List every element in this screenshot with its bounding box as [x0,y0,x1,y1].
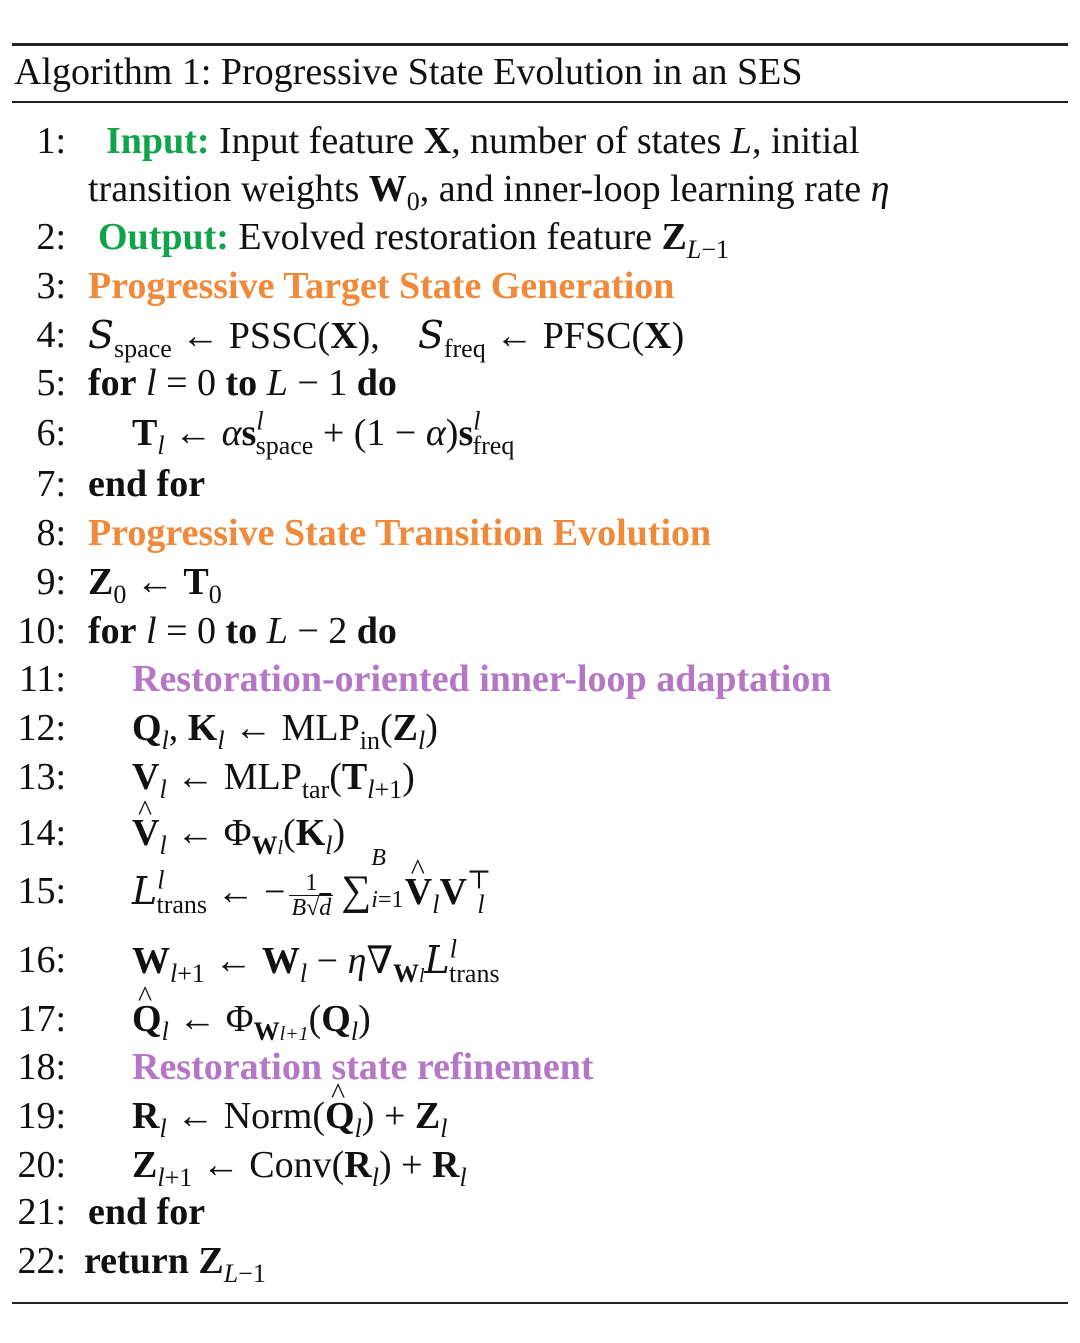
section-heading-transition: Progressive State Transition Evolution [88,512,712,554]
algorithm-line-14: 14: ^ $V_l$ ← $\Phi_{Wl}(K_l)$ [0,808,1080,858]
subsection-refinement: Restoration state refinement [132,1046,594,1088]
top-rule [12,43,1068,46]
algorithm-line-12: 12: $Q_l$, $K_l$ ← $MLP_{in}(Z_l)$ [17,707,438,756]
algorithm-line-3: 3: Progressive Target State Generation [0,261,1080,311]
algorithm-line-18: 18: Restoration state refinement [0,1042,1080,1092]
algorithm-line-16: 16: $W_{l+1}$ ← $W_l - \eta\nabla_{Wl}L^l_{trans}$ [17,934,500,989]
algorithm-line-1: 1: Input: Input feature X, number of states L, initial [0,116,1080,166]
bottom-rule [12,1302,1068,1304]
input-label: Input: [106,120,210,162]
algorithm-line-1-cont: transition weights $W_0$, and inner-loop learning rate η [88,168,890,217]
algorithm-line-5: 5: for l = 0 to L − 1 do [36,362,397,404]
output-label: Output: [98,216,229,258]
algorithm-line-10: 10: for l = 0 to L − 2 do [17,610,397,652]
algorithm-line-19: 19: $R_l$ ← Norm(^ $Q_l) + Z_l$ [0,1091,1080,1141]
subsection-inner-loop: Restoration-oriented inner-loop adaptation [132,658,832,700]
algorithm-line-11: 11: Restoration-oriented inner-loop adaptation [0,654,1080,704]
algorithm-title: Algorithm 1: Progressive State Evolution in an SES [14,51,803,93]
algorithm-line-6: 6: $T_l$ ← $\alpha s^l_{space} + (1 - \alpha)s^l_{freq}$ [36,406,515,461]
algorithm-line-9: 9: $Z_0$ ← $T_0$ [36,561,222,610]
algorithm-line-20: 20: $Z_{l+1}$ ← $Conv(R_l) + R_l$ [17,1144,467,1193]
algorithm-line-22: 22: return $Z_{L-1}$ [17,1240,266,1289]
algorithm-line-2: 2: Output: Evolved restoration feature $Z_{L-1}$ [36,216,730,265]
section-heading-target: Progressive Target State Generation [88,265,675,307]
algorithm-line-21: 21: end for [17,1191,206,1233]
algorithm-line-17: 17: ^ $Q_l$ ← $\Phi_{Wl+1}(Q_l)$ [0,994,1080,1044]
header-rule [12,101,1068,103]
algorithm-line-13: 13: $V_l$ ← $MLP_{tar}(T_{l+1})$ [17,756,415,805]
line-number: 1: [36,120,66,162]
algorithm-line-4: 4: $S_{space}$ ← PSSC(X), $S_{freq}$ ← PFSC(X) [36,313,685,364]
algorithm-line-7: 7: end for [36,463,206,505]
algorithm-line-8: 8: Progressive State Transition Evolution [0,508,1080,558]
algorithm-line-15: 15: $L^l_{trans}$ ← − $\frac{1}{B√d}$ ∑ B i=1 ^ $V_lV^⊤_l$ [0,866,1080,916]
